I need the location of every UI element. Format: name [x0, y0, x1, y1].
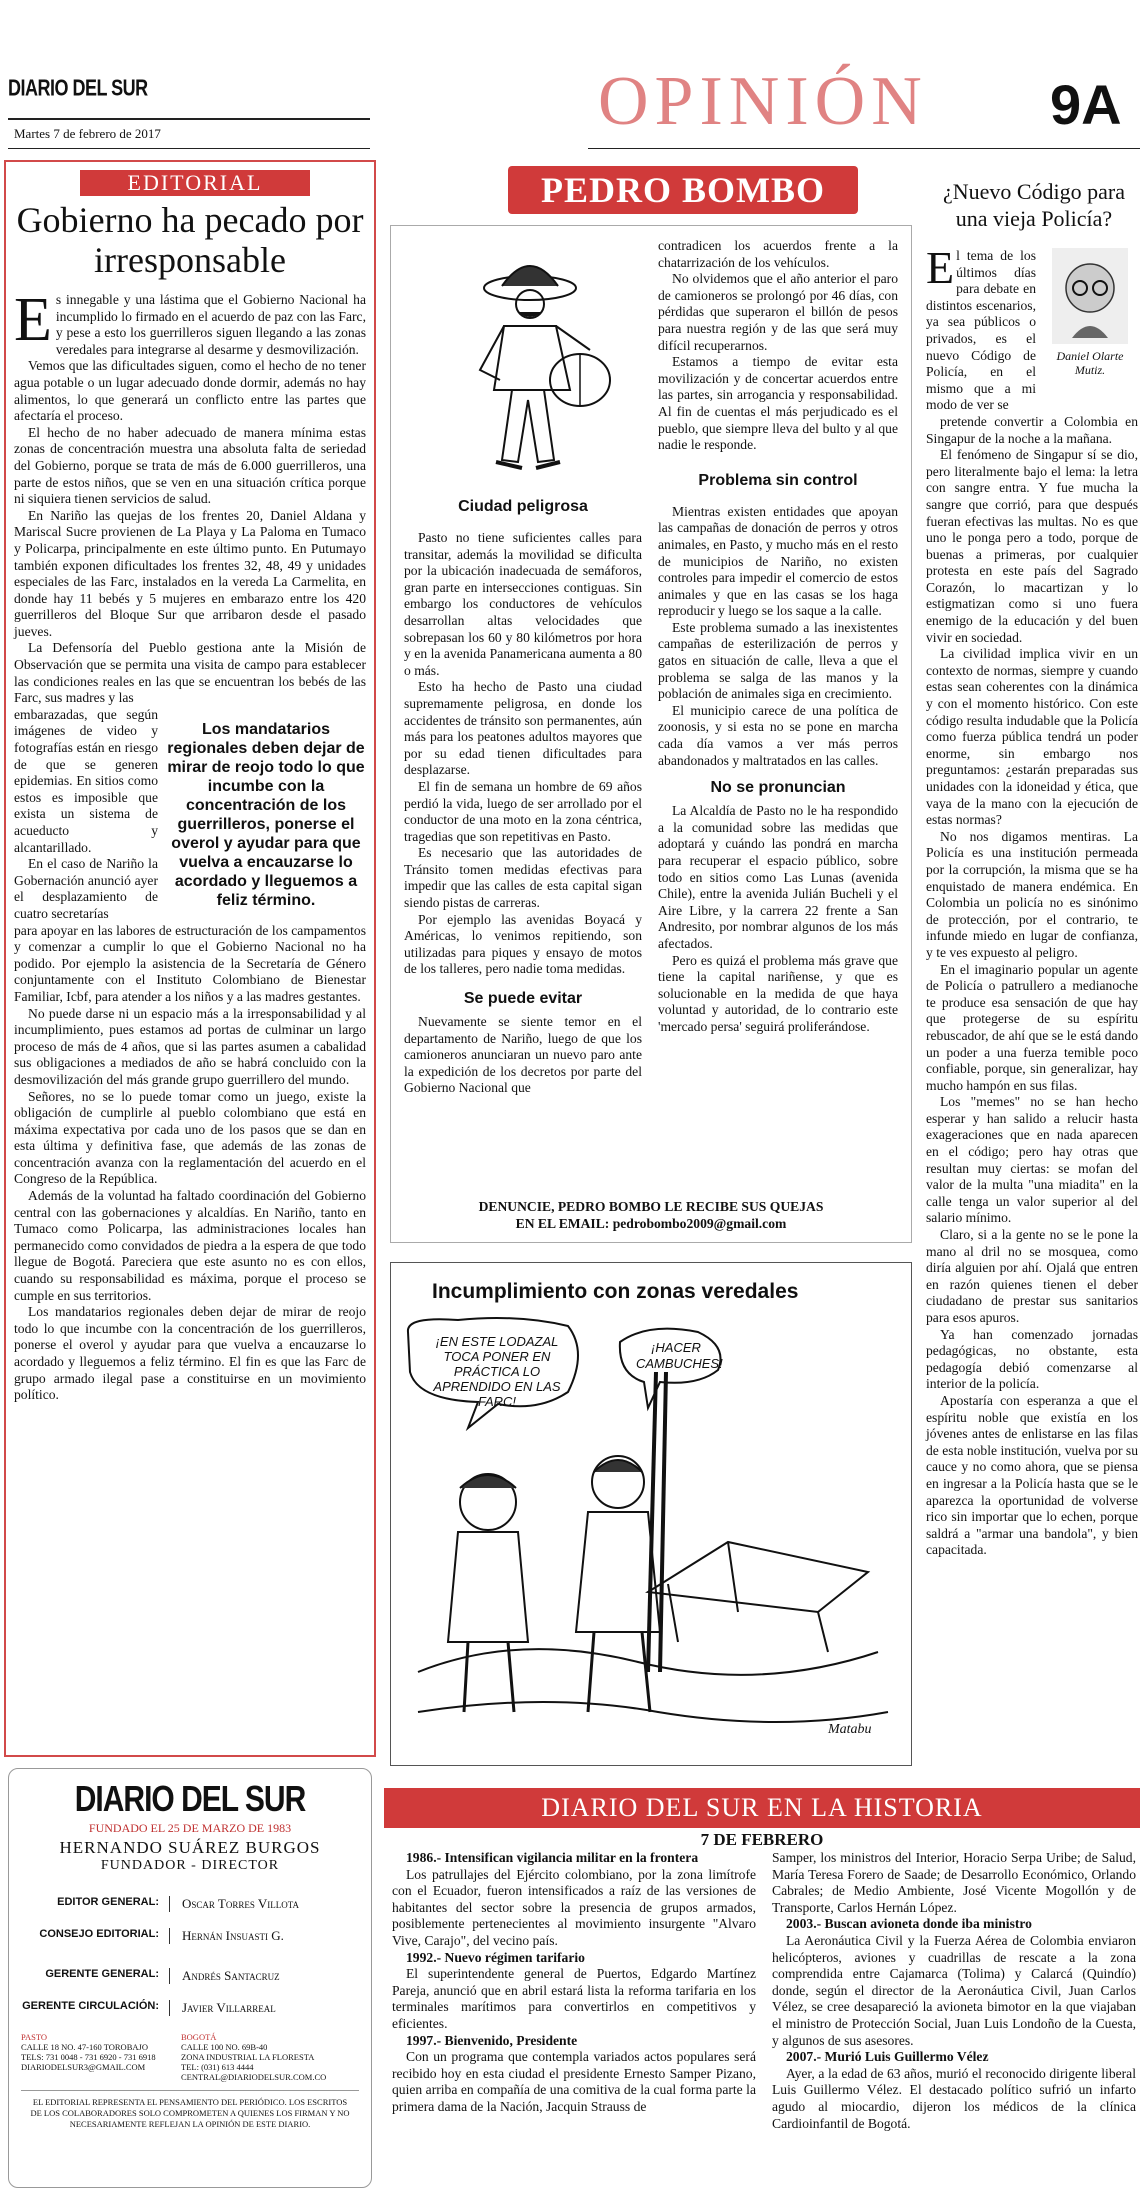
column-paragraph: pretende convertir a Colombia en Singapur de la noche a la mañana.: [926, 413, 1138, 446]
masthead-logo: DIARIO DEL SUR: [74, 1779, 306, 1820]
bogota-line: CENTRAL@DIARIODELSUR.COM.CO: [181, 2072, 327, 2082]
author-portrait: [1052, 248, 1128, 344]
column-title: ¿Nuevo Código para una vieja Policía?: [942, 179, 1126, 231]
dropcap: E: [926, 242, 955, 293]
history-entry-body: Con un programa que contempla variados actos populares será recibido hoy en esta ciudad el presidente Ernesto Samper Pizano, quien arriba en compañía de una comitiva de la cual forma parte la primera dama de la Nación, Jacquin Strauss de: [392, 2049, 756, 2114]
column-paragraph: Claro, si a la gente no se le pone la mano al dril no se mosquea, como diría alguien por ahí. Ojalá que entren en razón quienes tienen el deber ciudadano de prestar sus sanitarios para esos apuros.: [926, 1227, 1138, 1325]
editorial-paragraph: En el caso de Nariño la Gobernación anunció ayer el desplazamiento de cuatro secretarías: [14, 856, 158, 921]
pedro-footer-line: DENUNCIE, PEDRO BOMBO LE RECIBE SUS QUEJAS: [478, 1199, 824, 1214]
header-rule-right: [588, 148, 1140, 149]
bogota-line: TEL: (031) 613 4444: [181, 2062, 254, 2072]
header-date: Martes 7 de febrero de 2017: [14, 126, 161, 141]
column-paragraph: El fenómeno de Singapur sí se dio, pero literalmente bajo el lema: la letra con sangre entra. Y fue mucha la sangre que corrió, para que después fueran efectivas las multas. No es que uno le ponga pero a todo, porque de buenas a primeras, por cualquier protesta en este país del Sagrado Corazón, lo macartizan y lo estigmatizan como si uno fuera enemigo de la educación y del buen vivir en sociedad.: [926, 447, 1138, 645]
staff-role: EDITOR GENERAL:: [9, 1896, 170, 1912]
page-number: 9A: [1050, 73, 1122, 136]
column-body: [926, 242, 1138, 1559]
masthead-founder-role: FUNDADOR - DIRECTOR: [100, 1858, 280, 1873]
editorial-paragraph: En Nariño las quejas de los frentes 20, Daniel Aldana y Mariscal Sucre provienen de La Playa y La Paloma en Tumaco y Policarpa, principalmente en este último punto. En Putumayo también exponen dificultades los frentes 32, 48, 49 y unidades especiales de las Farc, instalados en la vereda La Carmelita, en donde hay 11 bebés y 5 mujeres en embarazo entre los 420 guerrilleros del Bloque Sur que arribaron desde el pasado jueves.: [14, 507, 366, 639]
staff-name: Hernán Insuasti G.: [182, 1928, 284, 1943]
column-paragraph: En el imaginario popular un agente de Policía o patrullero a medianoche te produce esa sensación de que hay que protegerse de su espíritu rebuscador, de ahí que se le está dando un poder a una fuerza temible poco confiable, porque, sin generalizar, hay mucho hampón en sus filas.: [926, 961, 1138, 1093]
pasto-line: DIARIODELSUR3@GMAIL.COM: [21, 2062, 146, 2072]
staff-row: [9, 1896, 371, 1912]
history-entry-body: Samper, los ministros del Interior, Horacio Serpa Uribe; de Salud, María Teresa Forero de Saade; de Desarrollo Económico, Orlando Cabrales; de Medio Ambiente, José Vicente Mogollón y de Transporte, Carlos Hernán López.: [772, 1850, 1136, 1915]
staff-name: Andrés Santacruz: [182, 1968, 280, 1983]
bogota-label: BOGOTÁ: [181, 2032, 217, 2042]
pedro-paragraph: Esto ha hecho de Pasto una ciudad supremamente peligrosa, en donde los accidentes de tránsito son permanentes, aún más para los peatones adultos mayores que por su edad tienen dificultades para desplazarse.: [404, 679, 642, 778]
masthead-box: [8, 1768, 372, 2188]
column-paragraph: Los "memes" no se han hecho esperar y han salido a relucir hasta exageraciones que en nada aparecen en el código; pero hay otras que resultan muy ciertas: se mofan del valor de la multa "una miadita" en la calle tenga un valor superior al del salario mínimo.: [926, 1094, 1138, 1226]
history-entry-title: 1986.- Intensifican vigilancia militar en la frontera: [406, 1850, 699, 1865]
editorial-tag: EDITORIAL: [80, 170, 310, 196]
staff-row: [9, 1928, 371, 1944]
cartoon-title: Incumplimiento con zonas veredales: [432, 1280, 799, 1303]
staff-row: [9, 2000, 371, 2016]
pedro-col-2: [658, 238, 898, 1036]
masthead-disclaimer: EL EDITORIAL REPRESENTA EL PENSAMIENTO DEL PERIÓDICO. LOS ESCRITOS DE LOS COLABORADORES SOLO COMPROMETEN A QUIENES LOS FIRMAN Y NO NECESARIAMENTE REFLEJAN LA OPINIÓN DE ESTE DIARIO.: [30, 2097, 350, 2129]
pedro-paragraph: Este problema sumado a las inexistentes campañas de esterilización de perros y gatos en situación de calle, lleva a que el problema se salga de las manos y la población de animales siga en crecimiento.: [658, 619, 898, 702]
pedro-paragraph: El municipio carece de una política de zoonosis, y si esta no se pone en marcha cada día vamos a ver más perros abandonados y maltratados en las calles.: [658, 702, 898, 768]
editorial-paragraph: Los mandatarios regionales deben dejar de mirar de reojo todo lo que incumbe con la concentración de los guerrilleros, ponerse el overol y ayudar para que vuelva a encauzarse lo acordado y lleguemos a feliz término. El fin es que las Farc de grupo armado ilegal pase a constituirse en un movimiento político.: [14, 1304, 366, 1403]
bogota-line: ZONA INDUSTRIAL LA FLORESTA: [181, 2052, 315, 2062]
column-paragraph: La civilidad implica vivir en un contexto de normas, siempre y cuando estas sean coherentes con la dinámica y con el momento histórico. Con este código resulta indudable que la Policía como fuerza pública tendrá un poder enorme, sin embargo nos preguntamos: ¿estarán preparadas sus unidades con la idoneidad y ética, que vaya de la mano con la ejecución de estas normas?: [926, 646, 1138, 828]
history-entry-body: La Aeronáutica Civil y la Fuerza Aérea de Colombia enviaron helicópteros, aviones y cuadrillas de rescate a la zona comprendida entre Cajamarca (Tolima) y Calarcá (Quindío) donde, según el director de la Aeronáutica Civil, Juan Carlos Vélez, se cree desapareció la avioneta bimotor en la que viajaban el ministro de Protección Social, Juan Luis Londoño de la Cuesta, y algunos de sus asesores.: [772, 1932, 1136, 2048]
pedro-banner: PEDRO BOMBO: [508, 166, 858, 214]
history-entry-body: El superintendente general de Puertos, Edgardo Martínez Pareja, anunció que en abril estará lista la reforma tarifaria en los terminales marítimos para convertirlos en competitivos y eficientes.: [392, 1966, 756, 2031]
pedro-paragraph: Es necesario que las autoridades de Tránsito tomen medidas efectivas para impedir que las calles de esta capital sigan siendo pistas de carreras.: [404, 845, 642, 911]
staff-role: GERENTE GENERAL:: [9, 1968, 170, 1984]
pedro-paragraph: Estamos a tiempo de evitar esta movilización y de concertar acuerdos entre las partes, sin arrogancia y responsabilidad. Al fin de cuentas el más perjudicado es el pueblo, que siempre lleva del bulto y al que nadie le responde.: [658, 354, 898, 453]
pedro-col-1: [404, 492, 642, 1097]
editorial-paragraph: Señores, no se lo puede tomar como un juego, existe la obligación de cumplirle al pueblo colombiano que está en máxima expectativa por cada uno de los pasos que se dan en esta última y definitiva fase, que además de las zonas de concentración avanza con la reglamentación del acuerdo en el Congreso de la República.: [14, 1088, 366, 1187]
bogota-address: [181, 2032, 351, 2082]
speech-bubble-2: ¡HACER CAMBUCHES!: [636, 1340, 723, 1371]
history-entry-title: 2003.- Buscan avioneta donde iba ministro: [786, 1916, 1032, 1932]
author-name: Daniel Olarte Mutiz.: [1056, 349, 1124, 377]
editorial-paragraph: Además de la voluntad ha faltado coordinación del Gobierno central con las gobernaciones y alcaldías. En Nariño, tanto en Tumaco como Policarpa, las administraciones locales han permanecido como convidados de piedra a la espera de que todo llegue de Bogotá. Pareciera que este asunto no es con ellos, cuando su responsabilidad es máxima, porque el proceso se cumple en sus territorios.: [14, 1188, 366, 1303]
header-logo: DIARIO DEL SUR: [8, 74, 148, 101]
pedro-illustration: [420, 240, 640, 490]
section-heading: No se pronuncian: [710, 779, 846, 797]
history-banner: DIARIO DEL SUR EN LA HISTORIA: [384, 1788, 1140, 1828]
staff-role: CONSEJO EDITORIAL:: [9, 1928, 170, 1944]
staff-name: Oscar Torres Villota: [182, 1896, 300, 1911]
editorial-title: Gobierno ha pecado por irresponsable: [16, 200, 364, 280]
column-paragraph: Apostaría con esperanza a que el espíritu noble que existía en los jóvenes antes de enlistarse en las filas de esta noble institución, vuelva por su cauce y no como ahora, que se piensa en ingresar a la Policía hasta que se le aparezca la oportunidad de volverse rico sin importar que lo echen, porque saldrá a "armar una bandola", y bien capacitada.: [926, 1392, 1138, 1558]
history-col-left: [392, 1850, 756, 2116]
editorial-body: [14, 286, 366, 1404]
section-heading: Problema sin control: [698, 471, 858, 489]
editorial-paragraph: embarazadas, que según imágenes de video y fotografías están en riesgo de que se generen epidemias. En sitios como estos es imposible que exista un sistema de acueducto y alcantarillado.: [14, 706, 158, 855]
pedro-paragraph: Pasto no tiene suficientes calles para transitar, además la movilidad se dificulta por la ubicación inadecuada de semáforos, gran parte en intersecciones contiguas. Sin embargo los conductores de vehículos desarrollan altas velocidades que sobrepasan los 60 y 80 kilómetros por hora y en la avenida Panamericana aumenta a 80 o más.: [404, 530, 642, 678]
editorial-paragraph: La Defensoría del Pueblo gestiona ante la Misión de Observación que se permita una visita de campo para establecer las condiciones reales en las que se encuentran los bebés de las Farc, sus madres y las: [14, 640, 366, 706]
pedro-paragraph: Mientras existen entidades que apoyan las campañas de donación de perros y otros animales, en Pasto, y mucho más en el resto de municipios de Nariño, no existen controles para impedir el comercio de estos animales y que en las casas se los haga reproducir y luego se los saque a la calle.: [658, 503, 898, 619]
pasto-line: TELS: 731 0048 - 731 6920 - 731 6918: [21, 2052, 156, 2062]
drummer-illustration: [420, 240, 640, 490]
history-entry-title: 2007.- Murió Luis Guillermo Vélez: [786, 2049, 989, 2065]
header-rule-2: [8, 148, 370, 149]
pull-quote: Los mandatarios regionales deben dejar de mirar de reojo todo lo que incumbe con la concentración de los guerrilleros, ponerse el overol y ayudar para que vuelva a encauzarse lo acordado y lleguemos a feliz término.: [167, 720, 365, 909]
dropcap: E: [14, 286, 52, 354]
history-col-right: [772, 1850, 1136, 2132]
masthead-founder: HERNANDO SUÁREZ BURGOS: [59, 1838, 321, 1857]
section-title: OPINIÓN: [598, 63, 928, 140]
editorial-paragraph: Vemos que las dificultades siguen, como el hecho de no tener agua potable o un lugar adecuado donde dormir, además no hay alimentos, lo que generará un conflicto entre las partes que afectaría el proceso.: [14, 358, 366, 424]
editorial-paragraph: s innegable y una lástima que el Gobierno Nacional ha incumplido lo firmado en el acuerdo de paz con las Farc, y pese a esto los guerrilleros siguen llegando a las zonas veredales para integrarse al desarme y desmovilización.: [55, 292, 366, 357]
staff-role: GERENTE CIRCULACIÓN:: [9, 2000, 170, 2016]
pedro-paragraph: Nuevamente se siente temor en el departamento de Nariño, luego de que los camioneros anunciaran un nuevo paro ante la expedición de los decretos por parte del Gobierno Nacional que: [404, 1014, 642, 1096]
column-paragraph: Ya han comenzado jornadas pedagógicas, no obstante, esta pedagogía debió comenzarse al interior de la policía.: [926, 1326, 1138, 1392]
pedro-paragraph: Por ejemplo las avenidas Boyacá y Américas, lo venimos repitiendo, son utilizadas para piques y ensayo de motos de los talleres, pero nadie toma medidas.: [404, 911, 642, 977]
editorial-paragraph: para apoyar en las labores de estructuración de los campamentos y comenzar a cumplir lo que el Gobierno Nacional no ha podido. Por ejemplo la asistencia de la Secretaría de Género conjuntamente con el Instituto Colombiano de Bienestar Familiar, Icbf, para atender a los niños y a las madres gestantes.: [14, 922, 366, 1004]
author-photo: [1042, 248, 1138, 388]
column-paragraph: l tema de los últimos días para debate en distintos escenarios, ya sea públicos o privados, es el nuevo Código de Policía, en el mismo que a mi modo de ver se: [926, 248, 1036, 413]
column-paragraph: No nos digamos mentiras. La Policía es una institución permeada por la corrupción, la misma que se ha enquistado de manera endémica. En Colombia un policía no es sinónimo de protección, por el contrario, te infunde miedo en lugar de confianza, y te ves expuesto al peligro.: [926, 828, 1138, 960]
history-entry-title: 1997.- Bienvenido, Presidente: [406, 2032, 578, 2048]
pedro-paragraph: La Alcaldía de Pasto no le ha respondido a la comunidad sobre las medidas que adoptará y cuándo las pondrá en marcha para recuperar el espacio público, sobre todo en sitios como Las Lunas (avenida Chile), entre la avenida Julián Bucheli y el Aire Libre, y la carrera 22 frente a San Andresito, por nombrar algunos de los más afectados.: [658, 803, 898, 951]
cartoon-drawing: [398, 1312, 904, 1760]
history-entry-body: Ayer, a la edad de 63 años, murió el reconocido dirigente liberal Luis Guillermo Vélez. El destacado político sufrió un infarto agudo al miocardio, dijeron los médicos de la clínica Cardioinfantil de Bogotá.: [772, 2065, 1136, 2131]
masthead-founded: FUNDADO EL 25 DE MARZO DE 1983: [88, 1821, 292, 1835]
pedro-paragraph: contradicen los acuerdos frente a la chatarrización de los vehículos.: [658, 238, 898, 270]
speech-bubble-1: ¡EN ESTE LODAZAL TOCA PONER EN PRÁCTICA LO APRENDIDO EN LAS FARC!: [433, 1334, 561, 1409]
cartoon-signature: Matabu: [828, 1722, 872, 1737]
pedro-footer: [398, 1198, 904, 1232]
editorial-paragraph: No puede darse ni un espacio más a la irresponsabilidad y al incumplimiento, pues estamos ad portas de culminar un largo proceso de más de 4 años, que si las partes asumen a cabalidad sus obligaciones a mediados de año se habrá concluido con la desmovilización del más grande grupo guerrillero del mundo.: [14, 1005, 366, 1087]
pedro-footer-email[interactable]: EN EL EMAIL: pedrobombo2009@gmail.com: [515, 1216, 787, 1231]
history-entry-body: Los patrullajes del Ejército colombiano, por la zona limítrofe con el Ecuador, fueron intensificados a raíz de las versiones de habitantes del sector sobre la presencia de grupos armados, posiblemente pertenecientes al movimiento insurgente "Alvaro Vive, Carajo", del vecino país.: [392, 1866, 756, 1948]
bogota-line: CALLE 100 NO. 69B-40: [181, 2042, 268, 2052]
history-date: 7 DE FEBRERO: [700, 1830, 824, 1849]
header-rule: [8, 118, 370, 120]
pasto-label: PASTO: [21, 2032, 47, 2042]
pedro-paragraph: Pero es quizá el problema más grave que tiene la capital nariñense, y que es solucionable en la medida de que haya voluntad y autoridad, de lo contrario este 'mercado persa' seguirá proliferándose.: [658, 952, 898, 1034]
pedro-paragraph: El fin de semana un hombre de 69 años perdió la vida, luego de ser arrollado por el conductor de una moto en la zona céntrica, tragedias que son repetitivas en Pasto.: [404, 778, 642, 844]
section-heading: Se puede evitar: [463, 990, 583, 1008]
editorial-paragraph: El hecho de no haber adecuado de manera mínima estas zonas de concentración muestra una absoluta falta de seriedad del Gobierno, porque se trata de más de 6.000 guerrilleros, una parte de estos niños, que se ven en una situación crítica porque ni siquiera tienen servicios de salud.: [14, 424, 366, 507]
pasto-line: CALLE 18 NO. 47-160 TOROBAJO: [21, 2042, 148, 2052]
staff-name: Javier Villarreal: [182, 2000, 276, 2015]
history-entry-title: 1992.- Nuevo régimen tarifario: [406, 1949, 585, 1965]
pasto-address: [21, 2032, 181, 2082]
section-heading: Ciudad peligrosa: [458, 498, 588, 515]
pedro-paragraph: No olvidemos que el año anterior el paro de camioneros se prolongó por 46 días, con pérdidas que superaron el billón de pesos para nuestra región y de las que será muy difícil recuperarnos.: [658, 271, 898, 353]
staff-row: [9, 1968, 371, 1984]
